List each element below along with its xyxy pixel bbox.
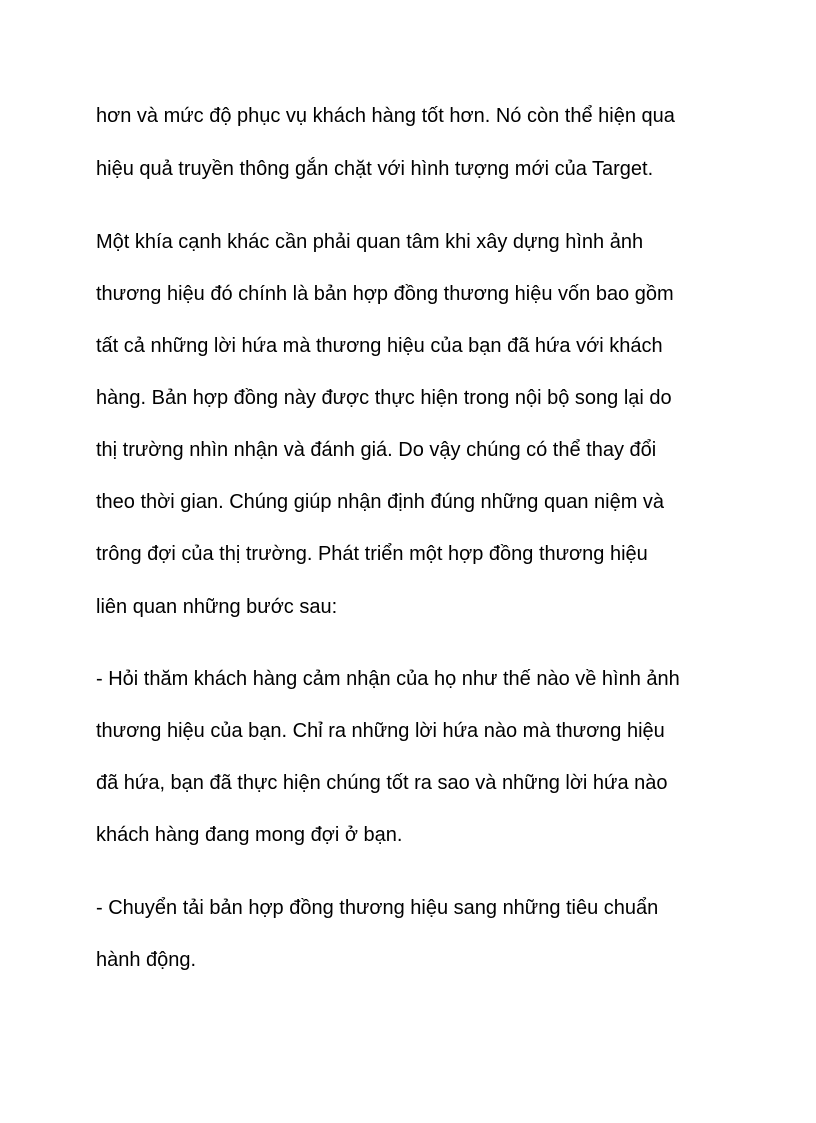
- text-line: liên quan những bước sau:: [96, 596, 338, 618]
- text-line: - Chuyển tải bản hợp đồng thương hiệu sang những tiêu chuẩn: [96, 897, 659, 919]
- text-line: đã hứa, bạn đã thực hiện chúng tốt ra sao và những lời hứa nào: [96, 772, 668, 794]
- text-line: hành động.: [96, 949, 197, 971]
- text-line: theo thời gian. Chúng giúp nhận định đúng những quan niệm và: [96, 491, 665, 513]
- text-line: hiệu quả truyền thông gắn chặt với hình tượng mới của Target.: [96, 158, 654, 180]
- text-line: hơn và mức độ phục vụ khách hàng tốt hơn. Nó còn thể hiện qua: [96, 105, 675, 127]
- text-line: thương hiệu của bạn. Chỉ ra những lời hứa nào mà thương hiệu: [96, 720, 665, 742]
- text-line: trông đợi của thị trường. Phát triển một hợp đồng thương hiệu: [96, 543, 648, 565]
- text-line: hàng. Bản hợp đồng này được thực hiện trong nội bộ song lại do: [96, 387, 672, 409]
- text-line: - Hỏi thăm khách hàng cảm nhận của họ như thế nào về hình ảnh: [96, 668, 680, 690]
- text-line: thương hiệu đó chính là bản hợp đồng thương hiệu vốn bao gồm: [96, 283, 674, 305]
- text-line: khách hàng đang mong đợi ở bạn.: [96, 824, 403, 846]
- text-line: thị trường nhìn nhận và đánh giá. Do vậy chúng có thể thay đổi: [96, 439, 657, 461]
- text-line: tất cả những lời hứa mà thương hiệu của bạn đã hứa với khách: [96, 335, 663, 357]
- text-line: Một khía cạnh khác cần phải quan tâm khi xây dựng hình ảnh: [96, 231, 644, 253]
